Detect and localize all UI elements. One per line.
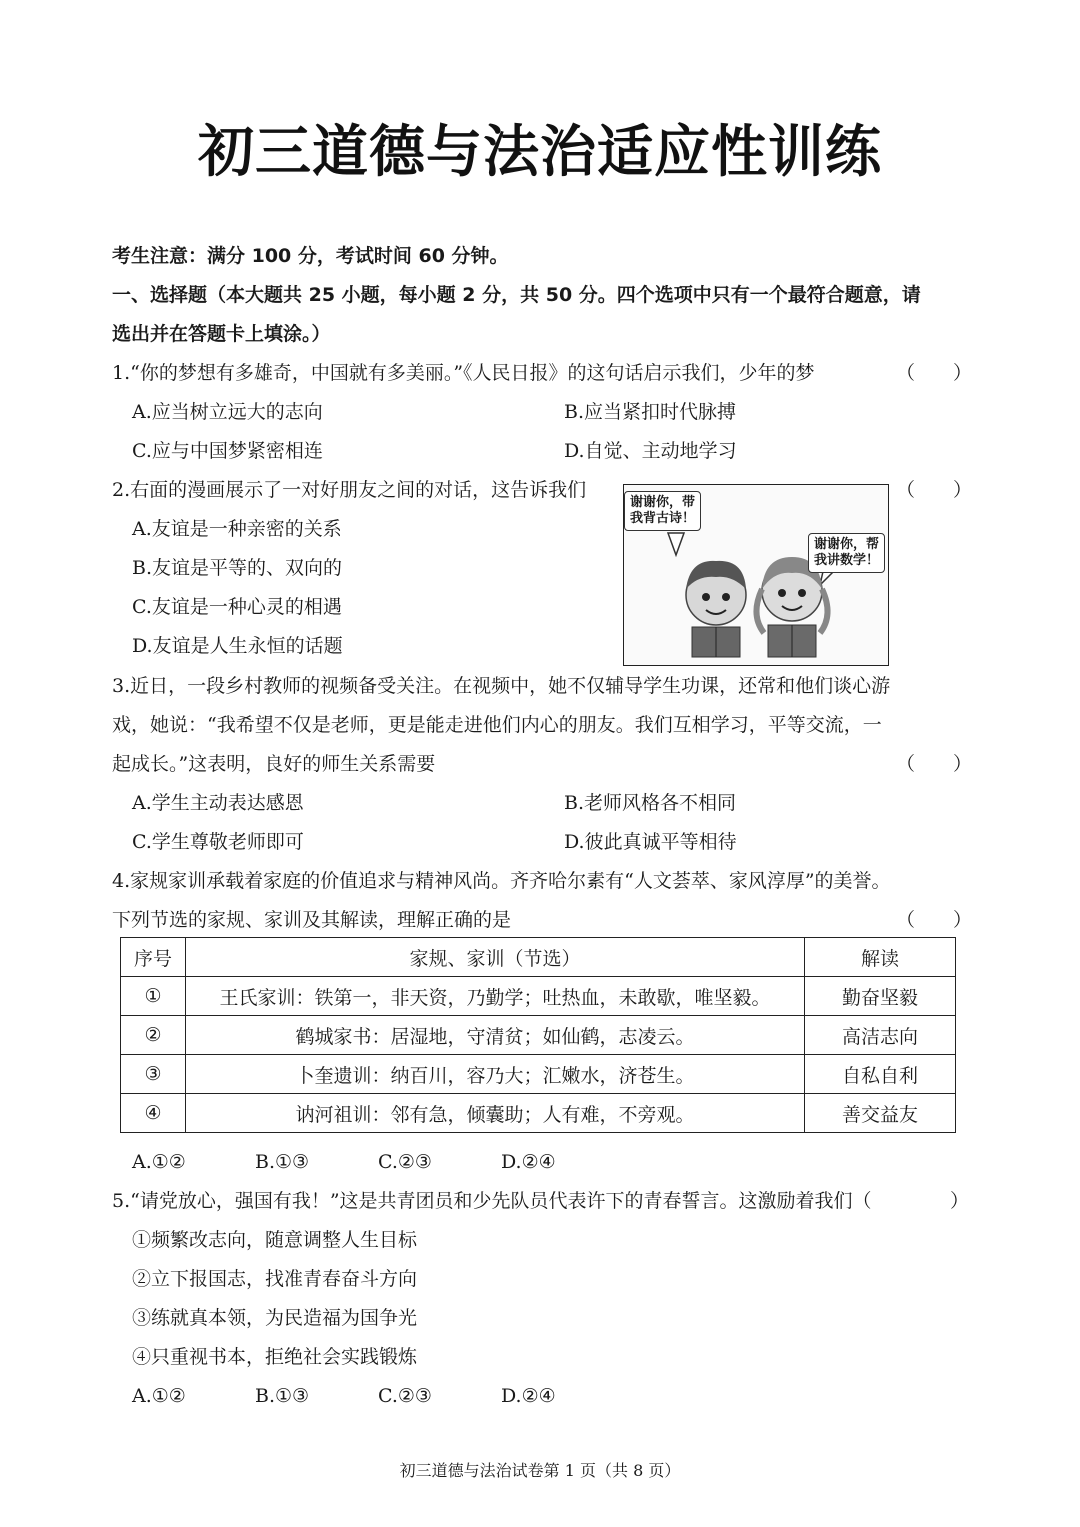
table-header-cell: 家规、家训（节选） [186, 938, 805, 977]
table-cell: 卜奎遗训：纳百川，容乃大；汇嫩水，济苍生。 [186, 1055, 805, 1094]
q2-answer-paren: （ ） [896, 479, 973, 501]
q3-option-b: B.老师风格各不相同 [564, 792, 737, 814]
table-cell: 高洁志向 [805, 1016, 956, 1055]
table-cell: 讷河祖训：邻有急，倾囊助；人有难，不旁观。 [186, 1094, 805, 1133]
q2-option-c: C.友谊是一种心灵的相遇 [132, 596, 342, 618]
q5-item-1: ①频繁改志向，随意调整人生目标 [132, 1229, 418, 1251]
q3-answer-paren: （ ） [896, 753, 973, 775]
table-cell: 自私自利 [805, 1055, 956, 1094]
q5-item-3: ③练就真本领，为民造福为国争光 [132, 1307, 418, 1329]
q4-option-b: B.①③ [255, 1151, 310, 1173]
q3-stem-line3: 起成长。”这表明，良好的师生关系需要 [112, 753, 436, 775]
exam-notice: 考生注意：满分 100 分，考试时间 60 分钟。 [112, 245, 509, 267]
table-cell: ② [121, 1016, 186, 1055]
comic-illustration [623, 484, 889, 666]
q5-item-2: ②立下报国志，找准青春奋斗方向 [132, 1268, 418, 1290]
bubble-girl-line2: 我讲数学！ [814, 553, 880, 568]
table-row [121, 1055, 956, 1094]
q5-option-c: C.②③ [378, 1385, 432, 1407]
q1-answer-paren: （ ） [896, 362, 973, 384]
q1-stem: 1.“你的梦想有多雄奇，中国就有多美丽。”《人民日报》的这句话启示我们，少年的梦 [112, 362, 815, 384]
q3-stem-line1: 3.近日，一段乡村教师的视频备受关注。在视频中，她不仅辅导学生功课，还常和他们谈心游 [112, 675, 891, 697]
section-heading-line2: 选出并在答题卡上填涂。） [112, 323, 331, 345]
speech-bubble-girl [808, 533, 885, 573]
q1-option-d: D.自觉、主动地学习 [564, 440, 737, 462]
q4-answer-paren: （ ） [896, 909, 973, 931]
q4-stem-line1: 4.家规家训承载着家庭的价值追求与精神风尚。齐齐哈尔素有“人文荟萃、家风淳厚”的美誉。 [112, 870, 891, 892]
q4-option-d: D.②④ [501, 1151, 556, 1173]
table-header-cell: 解读 [805, 938, 956, 977]
q5-option-d: D.②④ [501, 1385, 556, 1407]
table-row [121, 1016, 956, 1055]
q3-option-c: C.学生尊敬老师即可 [132, 831, 304, 853]
q1-option-c: C.应与中国梦紧密相连 [132, 440, 323, 462]
q2-option-d: D.友谊是人生永恒的话题 [132, 635, 343, 657]
table-header-row [121, 938, 956, 977]
table-cell: 鹤城家书：居湿地，守清贫；如仙鹤，志凌云。 [186, 1016, 805, 1055]
page-footer: 初三道德与法治试卷第 1 页（共 8 页） [399, 1461, 681, 1480]
table-header-cell: 序号 [121, 938, 186, 977]
table-row [121, 1094, 956, 1133]
q4-option-c: C.②③ [378, 1151, 432, 1173]
bubble-boy-line2: 我背古诗！ [630, 511, 696, 526]
q3-option-d: D.彼此真诚平等相待 [564, 831, 737, 853]
page-title: 初三道德与法治适应性训练 [198, 120, 882, 185]
table-cell: 善交益友 [805, 1094, 956, 1133]
q5-option-b: B.①③ [255, 1385, 310, 1407]
q2-stem: 2.右面的漫画展示了一对好朋友之间的对话，这告诉我们 [112, 479, 587, 501]
bubble-boy-line1: 谢谢你，带 [630, 495, 696, 510]
bubble-girl-line1: 谢谢你，帮 [814, 537, 880, 552]
table-cell: 勤奋坚毅 [805, 977, 956, 1016]
table-row [121, 977, 956, 1016]
q1-option-b: B.应当紧扣时代脉搏 [564, 401, 737, 423]
q5-option-a: A.①② [132, 1385, 186, 1407]
q4-option-a: A.①② [132, 1151, 186, 1173]
q1-option-a: A.应当树立远大的志向 [132, 401, 323, 423]
q4-stem-line2: 下列节选的家规、家训及其解读，理解正确的是 [112, 909, 512, 931]
table-cell: ③ [121, 1055, 186, 1094]
q5-stem: 5.“请党放心，强国有我！”这是共青团员和少先队员代表许下的青春誓言。这激励着我们（ [112, 1190, 872, 1212]
table-cell: ① [121, 977, 186, 1016]
q2-option-a: A.友谊是一种亲密的关系 [132, 518, 342, 540]
section-heading-line1: 一、选择题（本大题共 25 小题，每小题 2 分，共 50 分。四个选项中只有一个最符合题意，请 [112, 284, 921, 306]
q5-paren-close: ） [950, 1190, 970, 1212]
q5-item-4: ④只重视书本，拒绝社会实践锻炼 [132, 1346, 418, 1368]
speech-bubble-boy [624, 491, 701, 531]
family-rules-table [120, 937, 956, 1133]
table-cell: ④ [121, 1094, 186, 1133]
q3-stem-line2: 戏，她说：“我希望不仅是老师，更是能走进他们内心的朋友。我们互相学习，平等交流，一 [112, 714, 882, 736]
q3-option-a: A.学生主动表达感恩 [132, 792, 304, 814]
q2-option-b: B.友谊是平等的、双向的 [132, 557, 343, 579]
table-cell: 王氏家训：铁第一，非天资，乃勤学；吐热血，未敢歇，唯坚毅。 [186, 977, 805, 1016]
